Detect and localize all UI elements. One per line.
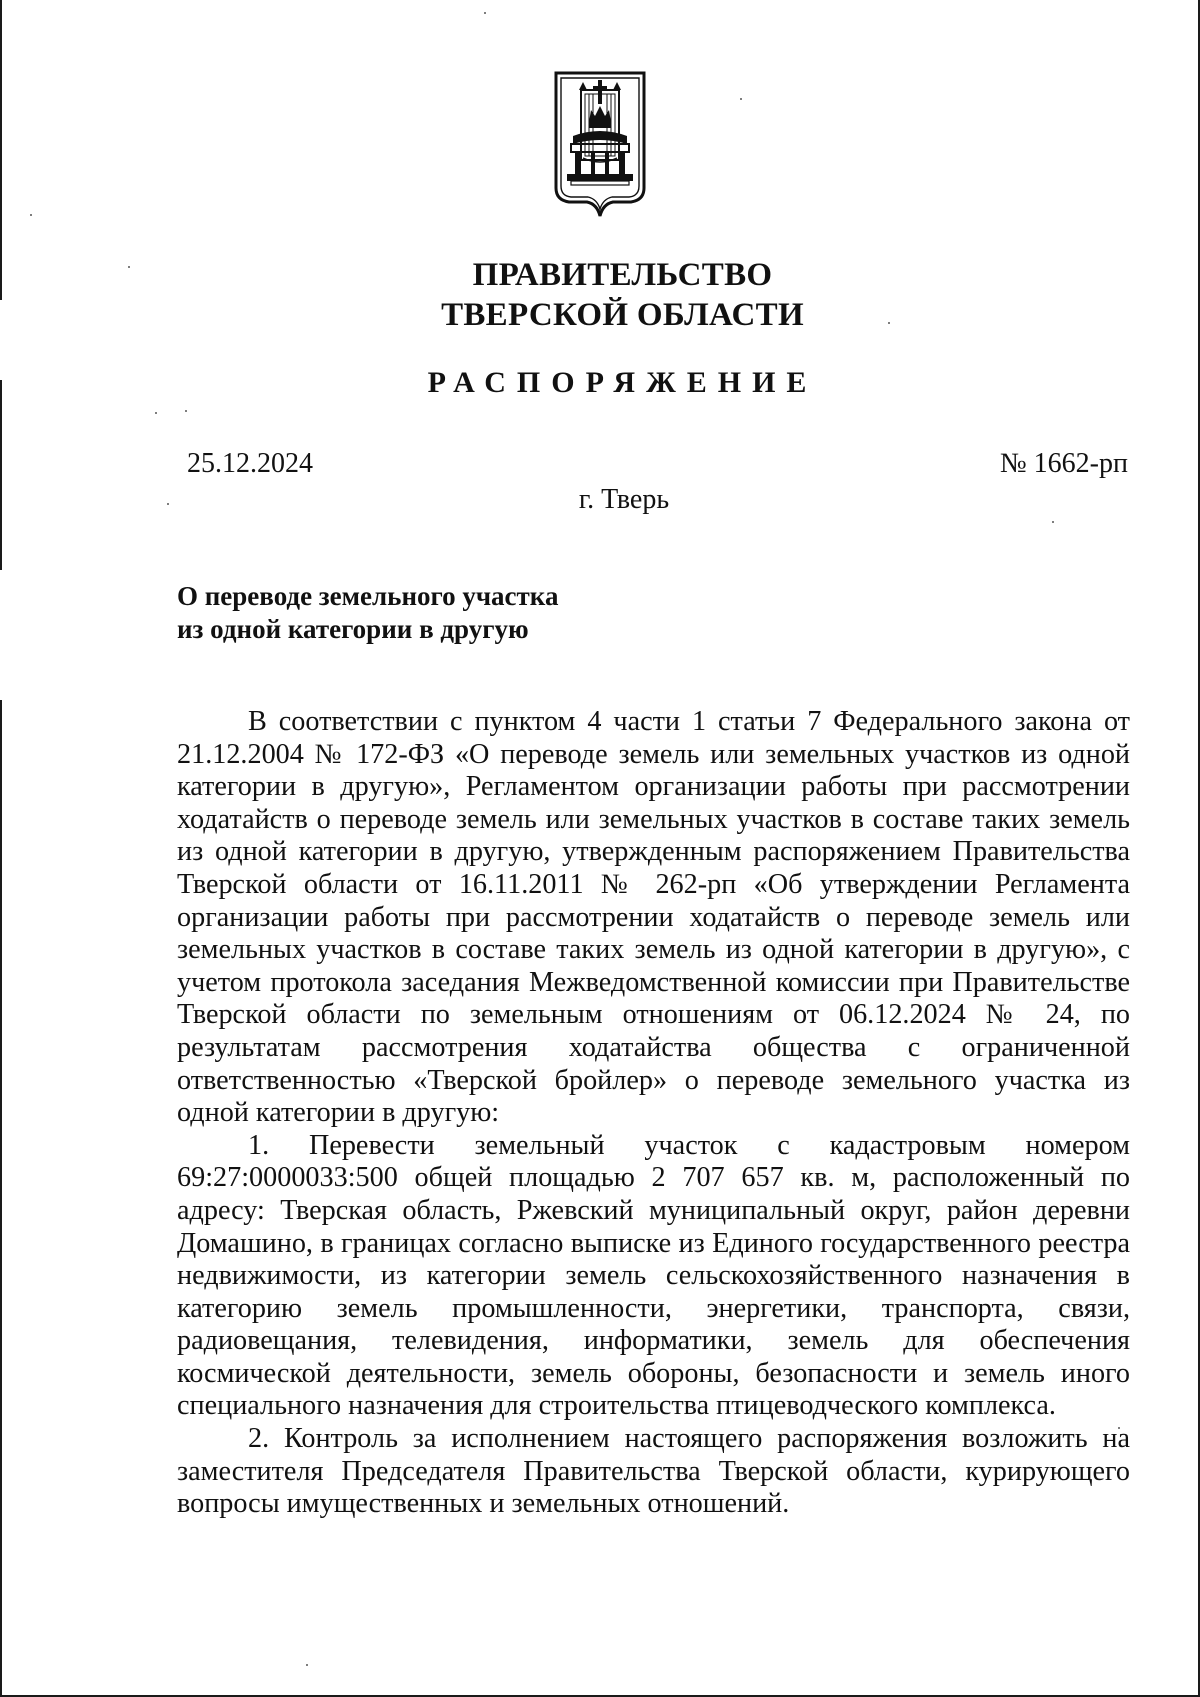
scan-speck xyxy=(30,214,32,216)
document-title xyxy=(177,580,697,646)
organization-name xyxy=(0,255,1200,335)
body-paragraph-item-1: 1. Перевести земельный участок с кадастровым номером 69:27:0000033:500 общей площадью 2 707 657 кв. м, расположенный по адресу: Тверская область, Ржевский муниципальный округ, район деревни Домашино, в границах согласно выписке из Единого государственного реестра недвижимости, из категории земель сельскохозяйственного назначения в категорию земель промышленности, энергетики, транспорта, связи, радиовещания, телевидения, информатики, земель для обеспечения космической деятельности, земель обороны, безопасности и земель иного специального назначения для строительства птицеводческого комплекса. xyxy=(177,1129,1130,1422)
document-city: г. Тверь xyxy=(578,484,670,515)
document-date: 25.12.2024 xyxy=(187,448,313,479)
scan-speck xyxy=(185,410,187,412)
scan-edge-left-bottom xyxy=(0,700,2,1697)
scan-edge-left-middle xyxy=(0,380,2,570)
scan-speck xyxy=(1052,521,1054,523)
scan-speck xyxy=(155,412,157,414)
document-body xyxy=(177,706,1130,1521)
scan-speck xyxy=(306,1664,308,1666)
scan-speck xyxy=(740,98,742,100)
document-number: № 1662-рп xyxy=(999,448,1128,479)
tver-coat-of-arms-icon xyxy=(553,70,647,220)
organization-name-line2: ТВЕРСКОЙ ОБЛАСТИ xyxy=(441,297,804,333)
body-paragraph-preamble: В соответствии с пунктом 4 части 1 статьи 7 Федерального закона от 21.12.2004 № 172-ФЗ «О переводе земель или земельных участков из одной категории в другую», Регламентом организации работы при рассмотрении ходатайств о переводе земель или земельных участков в составе таких земель из одной категории в другую, утвержденным распоряжением Правительства Тверской области от 16.11.2011 № 262-рп «Об утверждении Регламента организации работы при рассмотрении ходатайств о переводе земель или земельных участков в составе таких земель из одной категории в другую», с учетом протокола заседания Межведомственной комиссии при Правительстве Тверской области по земельным отношениям от 06.12.2024 № 24, по результатам рассмотрения ходатайства общества с ограниченной ответственностью «Тверской бройлер» о переводе земельного участка из одной категории в другую: xyxy=(177,706,1130,1129)
document-title-line2: из одной категории в другую xyxy=(177,614,529,644)
scan-speck xyxy=(484,12,486,14)
body-paragraph-item-2: 2. Контроль за исполнением настоящего распоряжения возложить на заместителя Председателя Правительства Тверской области, курирующего вопросы имущественных и земельных отношений. xyxy=(177,1423,1130,1520)
organization-name-line1: ПРАВИТЕЛЬСТВО xyxy=(472,257,773,293)
document-type: РАСПОРЯЖЕНИЕ xyxy=(427,366,818,399)
document-title-line1: О переводе земельного участка xyxy=(177,581,559,611)
